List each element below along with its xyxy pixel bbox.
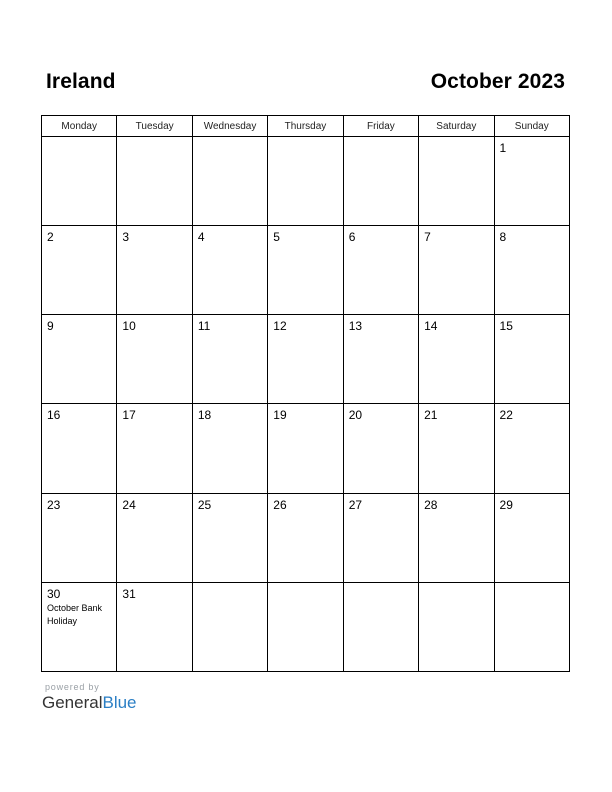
day-number: 18: [197, 408, 212, 423]
day-number: 24: [122, 497, 136, 512]
week-row: [42, 404, 570, 493]
day-cell: [42, 404, 117, 493]
day-cell: [117, 315, 192, 404]
day-cell: [494, 493, 569, 582]
day-cell: [192, 137, 267, 226]
day-number: 1: [499, 141, 507, 155]
day-cell: [192, 582, 267, 671]
brand-general-text: General: [42, 693, 103, 712]
day-number: [419, 583, 493, 587]
day-cell: [419, 137, 494, 226]
day-number: 26: [273, 497, 287, 512]
day-number: 17: [122, 408, 136, 423]
day-number: 27: [348, 497, 363, 512]
day-number: 5: [273, 230, 280, 245]
weekday-header: Sunday: [494, 116, 569, 137]
day-cell: [419, 404, 494, 493]
day-cell: [419, 226, 494, 315]
day-cell: [494, 582, 569, 671]
day-number: 20: [348, 408, 363, 423]
brand-blue-text: Blue: [102, 693, 137, 712]
day-cell: [117, 582, 192, 671]
powered-by-text: powered by: [45, 682, 100, 692]
day-cell: [268, 315, 343, 404]
day-cell: [343, 582, 418, 671]
week-row: [42, 137, 570, 226]
day-cell: [343, 404, 418, 493]
day-cell: [268, 493, 343, 582]
day-number: 29: [499, 497, 513, 512]
day-cell: [42, 137, 117, 226]
day-cell: [268, 137, 343, 226]
weekday-header-row: [42, 116, 570, 137]
day-cell: [192, 315, 267, 404]
day-number: [42, 137, 116, 141]
day-cell: [268, 404, 343, 493]
day-cell: [192, 404, 267, 493]
day-number: 22: [499, 408, 513, 423]
day-number: [268, 583, 342, 587]
day-cell: [42, 315, 117, 404]
month-year-title: October 2023: [430, 70, 565, 93]
day-cell: [192, 226, 267, 315]
day-number: [117, 137, 191, 141]
day-number: 30: [47, 586, 61, 601]
day-number: 7: [424, 230, 431, 245]
weekday-header: Monday: [42, 116, 117, 137]
day-number: 23: [47, 497, 61, 512]
week-row: [42, 493, 570, 582]
day-cell: [117, 404, 192, 493]
day-cell: [192, 493, 267, 582]
day-number: [268, 137, 342, 141]
day-number: 14: [424, 319, 438, 334]
day-number: 13: [348, 319, 363, 334]
day-number: 12: [273, 319, 287, 334]
day-number: 8: [499, 230, 507, 245]
day-number: 3: [122, 230, 130, 245]
week-row: [42, 582, 570, 671]
day-cell: [268, 582, 343, 671]
day-cell: [494, 404, 569, 493]
day-cell: [343, 226, 418, 315]
day-cell: [419, 582, 494, 671]
day-cell: [117, 226, 192, 315]
day-cell: [42, 582, 117, 671]
weekday-header: Friday: [343, 116, 418, 137]
day-number: 2: [47, 230, 54, 245]
country-title: Ireland: [46, 70, 116, 93]
day-number: 9: [47, 319, 54, 334]
day-number: 19: [273, 408, 287, 423]
holiday-label: October Bank Holiday: [47, 602, 103, 626]
day-cell: [117, 137, 192, 226]
day-number: 31: [122, 586, 136, 601]
day-number: [344, 583, 418, 587]
day-cell: [42, 493, 117, 582]
day-number: 11: [197, 319, 211, 334]
day-cell: [117, 493, 192, 582]
day-cell: [494, 137, 569, 226]
day-cell: [42, 226, 117, 315]
day-number: [344, 137, 418, 141]
day-number: [495, 583, 569, 587]
weekday-header: Wednesday: [192, 116, 267, 137]
day-number: 28: [424, 497, 438, 512]
day-cell: [494, 226, 569, 315]
day-cell: [343, 137, 418, 226]
calendar-grid: [41, 115, 570, 672]
day-number: 4: [197, 230, 205, 245]
day-number: [193, 583, 267, 587]
day-cell: [343, 493, 418, 582]
day-cell: [419, 493, 494, 582]
weekday-header: Saturday: [419, 116, 494, 137]
day-cell: [494, 315, 569, 404]
weekday-header: Tuesday: [117, 116, 192, 137]
day-number: [419, 137, 493, 141]
day-number: 10: [122, 319, 136, 334]
day-number: 6: [348, 230, 356, 245]
day-cell: [343, 315, 418, 404]
day-cell: [268, 226, 343, 315]
weekday-header: Thursday: [268, 116, 343, 137]
brand-logo[interactable]: [42, 693, 137, 713]
day-number: 21: [424, 408, 438, 423]
day-number: 25: [197, 497, 212, 512]
week-row: [42, 226, 570, 315]
week-row: [42, 315, 570, 404]
day-number: 15: [499, 319, 513, 334]
day-cell: [419, 315, 494, 404]
day-number: 16: [47, 408, 61, 423]
day-number: [193, 137, 267, 141]
